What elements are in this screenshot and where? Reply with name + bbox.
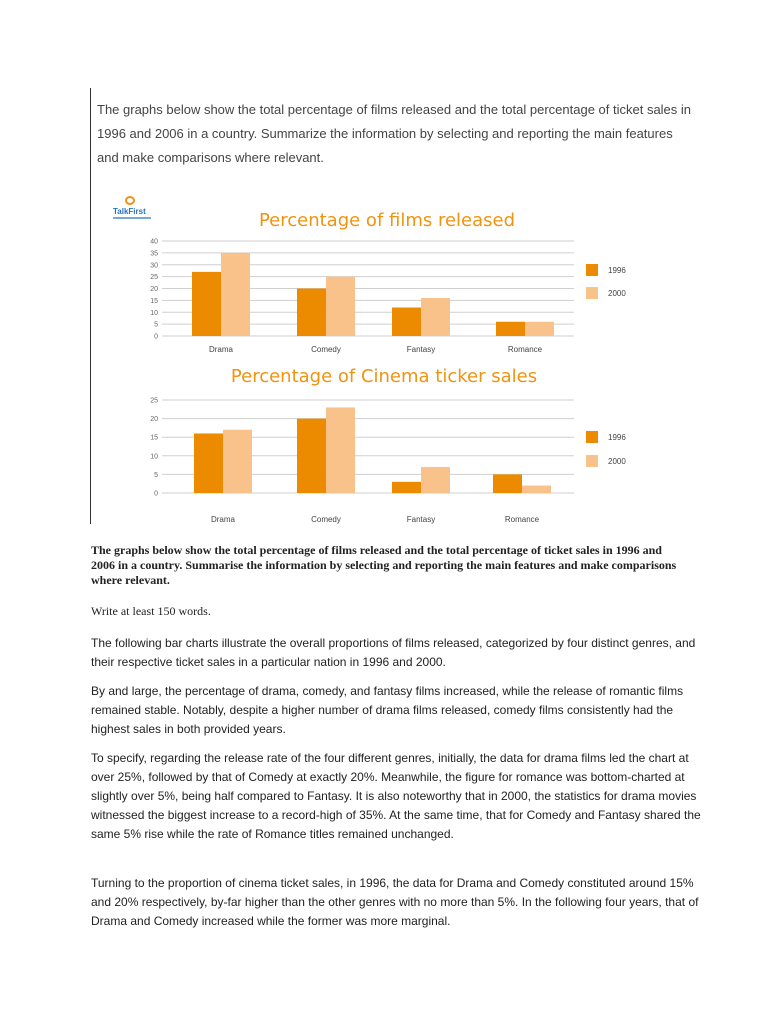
category-label: Romance bbox=[504, 515, 540, 524]
word-requirement: Write at least 150 words. bbox=[91, 604, 211, 618]
y-tick-label: 5 bbox=[154, 321, 158, 329]
category-label: Fantasy bbox=[406, 345, 436, 354]
y-tick-label: 20 bbox=[150, 416, 158, 424]
y-tick-label: 30 bbox=[150, 262, 158, 270]
y-tick-label: 0 bbox=[154, 333, 158, 341]
category-label: Drama bbox=[210, 515, 236, 524]
category-label: Comedy bbox=[311, 345, 341, 354]
y-tick-label: 10 bbox=[150, 309, 158, 317]
legend-swatch-2000 bbox=[586, 287, 598, 299]
bar-fantasy-2000 bbox=[421, 467, 450, 493]
bar-romance-2000 bbox=[522, 486, 551, 493]
y-tick-label: 40 bbox=[150, 238, 158, 246]
legend-label: 1996 bbox=[608, 433, 626, 442]
bar-drama-1996 bbox=[192, 272, 221, 336]
y-tick-label: 15 bbox=[150, 434, 158, 442]
legend-label: 2000 bbox=[608, 457, 626, 466]
bar-drama-2000 bbox=[223, 430, 252, 493]
y-tick-label: 25 bbox=[150, 274, 158, 282]
bar-romance-2000 bbox=[525, 322, 554, 336]
category-label: Fantasy bbox=[406, 515, 436, 524]
bar-fantasy-1996 bbox=[392, 308, 421, 337]
legend-swatch-1996 bbox=[586, 264, 598, 276]
legend-label: 2000 bbox=[608, 289, 626, 298]
y-tick-label: 15 bbox=[150, 297, 158, 305]
chart-title: Percentage of films released bbox=[258, 210, 516, 231]
bar-comedy-2000 bbox=[326, 277, 355, 336]
legend-swatch-1996 bbox=[586, 431, 598, 443]
bar-fantasy-1996 bbox=[392, 482, 421, 493]
bar-comedy-1996 bbox=[297, 419, 326, 493]
category-label: Romance bbox=[507, 345, 543, 354]
prompt-intro: The graphs below show the total percentage of films released and the total percentage of ticket sales in 1996 and 2006 in a country. Summarize the information by selecting and reporting the main features and make comparisons where relevant. bbox=[97, 102, 692, 165]
logo-brand-text: TalkFirst bbox=[113, 207, 146, 216]
films-released-chart bbox=[100, 200, 660, 360]
category-label: Comedy bbox=[311, 515, 341, 524]
y-tick-label: 10 bbox=[150, 453, 158, 461]
y-tick-label: 35 bbox=[150, 250, 158, 258]
blockquote-bar bbox=[90, 88, 91, 524]
bar-romance-1996 bbox=[493, 474, 522, 493]
bar-drama-2000 bbox=[221, 253, 250, 336]
chart-title: Percentage of Cinema ticker sales bbox=[230, 366, 538, 387]
ticket-sales-chart bbox=[100, 362, 660, 532]
essay-paragraph-4: Turning to the proportion of cinema ticket sales, in 1996, the data for Drama and Comedy constituted around 15% and 20% respectively, by-far higher than the other genres with no more than 5%. In the following four years, that of Drama and Comedy increased while the former was more marginal. bbox=[91, 876, 699, 928]
legend-swatch-2000 bbox=[586, 455, 598, 467]
essay-paragraph-3: To specify, regarding the release rate of the four different genres, initially, the data for drama films led the chart at over 25%, followed by that of Comedy at exactly 20%. Meanwhile, the figure for romance was bottom-charted at slightly over 5%, being half compared to Fantasy. It is also noteworthy that in 2000, the statistics for drama movies witnessed the biggest increase to a record-high of 35%. At the same time, that for Comedy and Fantasy shared the same 5% rise while the rate of Romance titles remained unchanged. bbox=[91, 751, 701, 841]
bar-romance-1996 bbox=[496, 322, 525, 336]
category-label: Drama bbox=[208, 345, 234, 354]
y-tick-label: 25 bbox=[150, 397, 158, 405]
essay-paragraph-1: The following bar charts illustrate the overall proportions of films released, categorized by four distinct genres, and their respective ticket sales in a particular nation in 1996 and 2000. bbox=[91, 636, 696, 669]
bar-fantasy-2000 bbox=[421, 298, 450, 336]
y-tick-label: 0 bbox=[154, 490, 158, 498]
y-tick-label: 20 bbox=[150, 286, 158, 293]
bar-drama-1996 bbox=[194, 433, 223, 493]
task-prompt: The graphs below show the total percentage of films released and the total percentage of ticket sales in 1996 and 2006 in a country. Summarise the information by selecting and reporting the main features and make comparisons where relevant. bbox=[91, 543, 677, 587]
bar-comedy-2000 bbox=[326, 407, 355, 493]
essay-paragraph-2: By and large, the percentage of drama, comedy, and fantasy films increased, while the release of romantic films remained stable. Notably, despite a higher number of drama films released, comedy films consistently had the highest sales in both provided years. bbox=[91, 684, 684, 736]
legend-label: 1996 bbox=[608, 266, 626, 275]
bar-comedy-1996 bbox=[297, 289, 326, 337]
y-tick-label: 5 bbox=[154, 471, 158, 479]
